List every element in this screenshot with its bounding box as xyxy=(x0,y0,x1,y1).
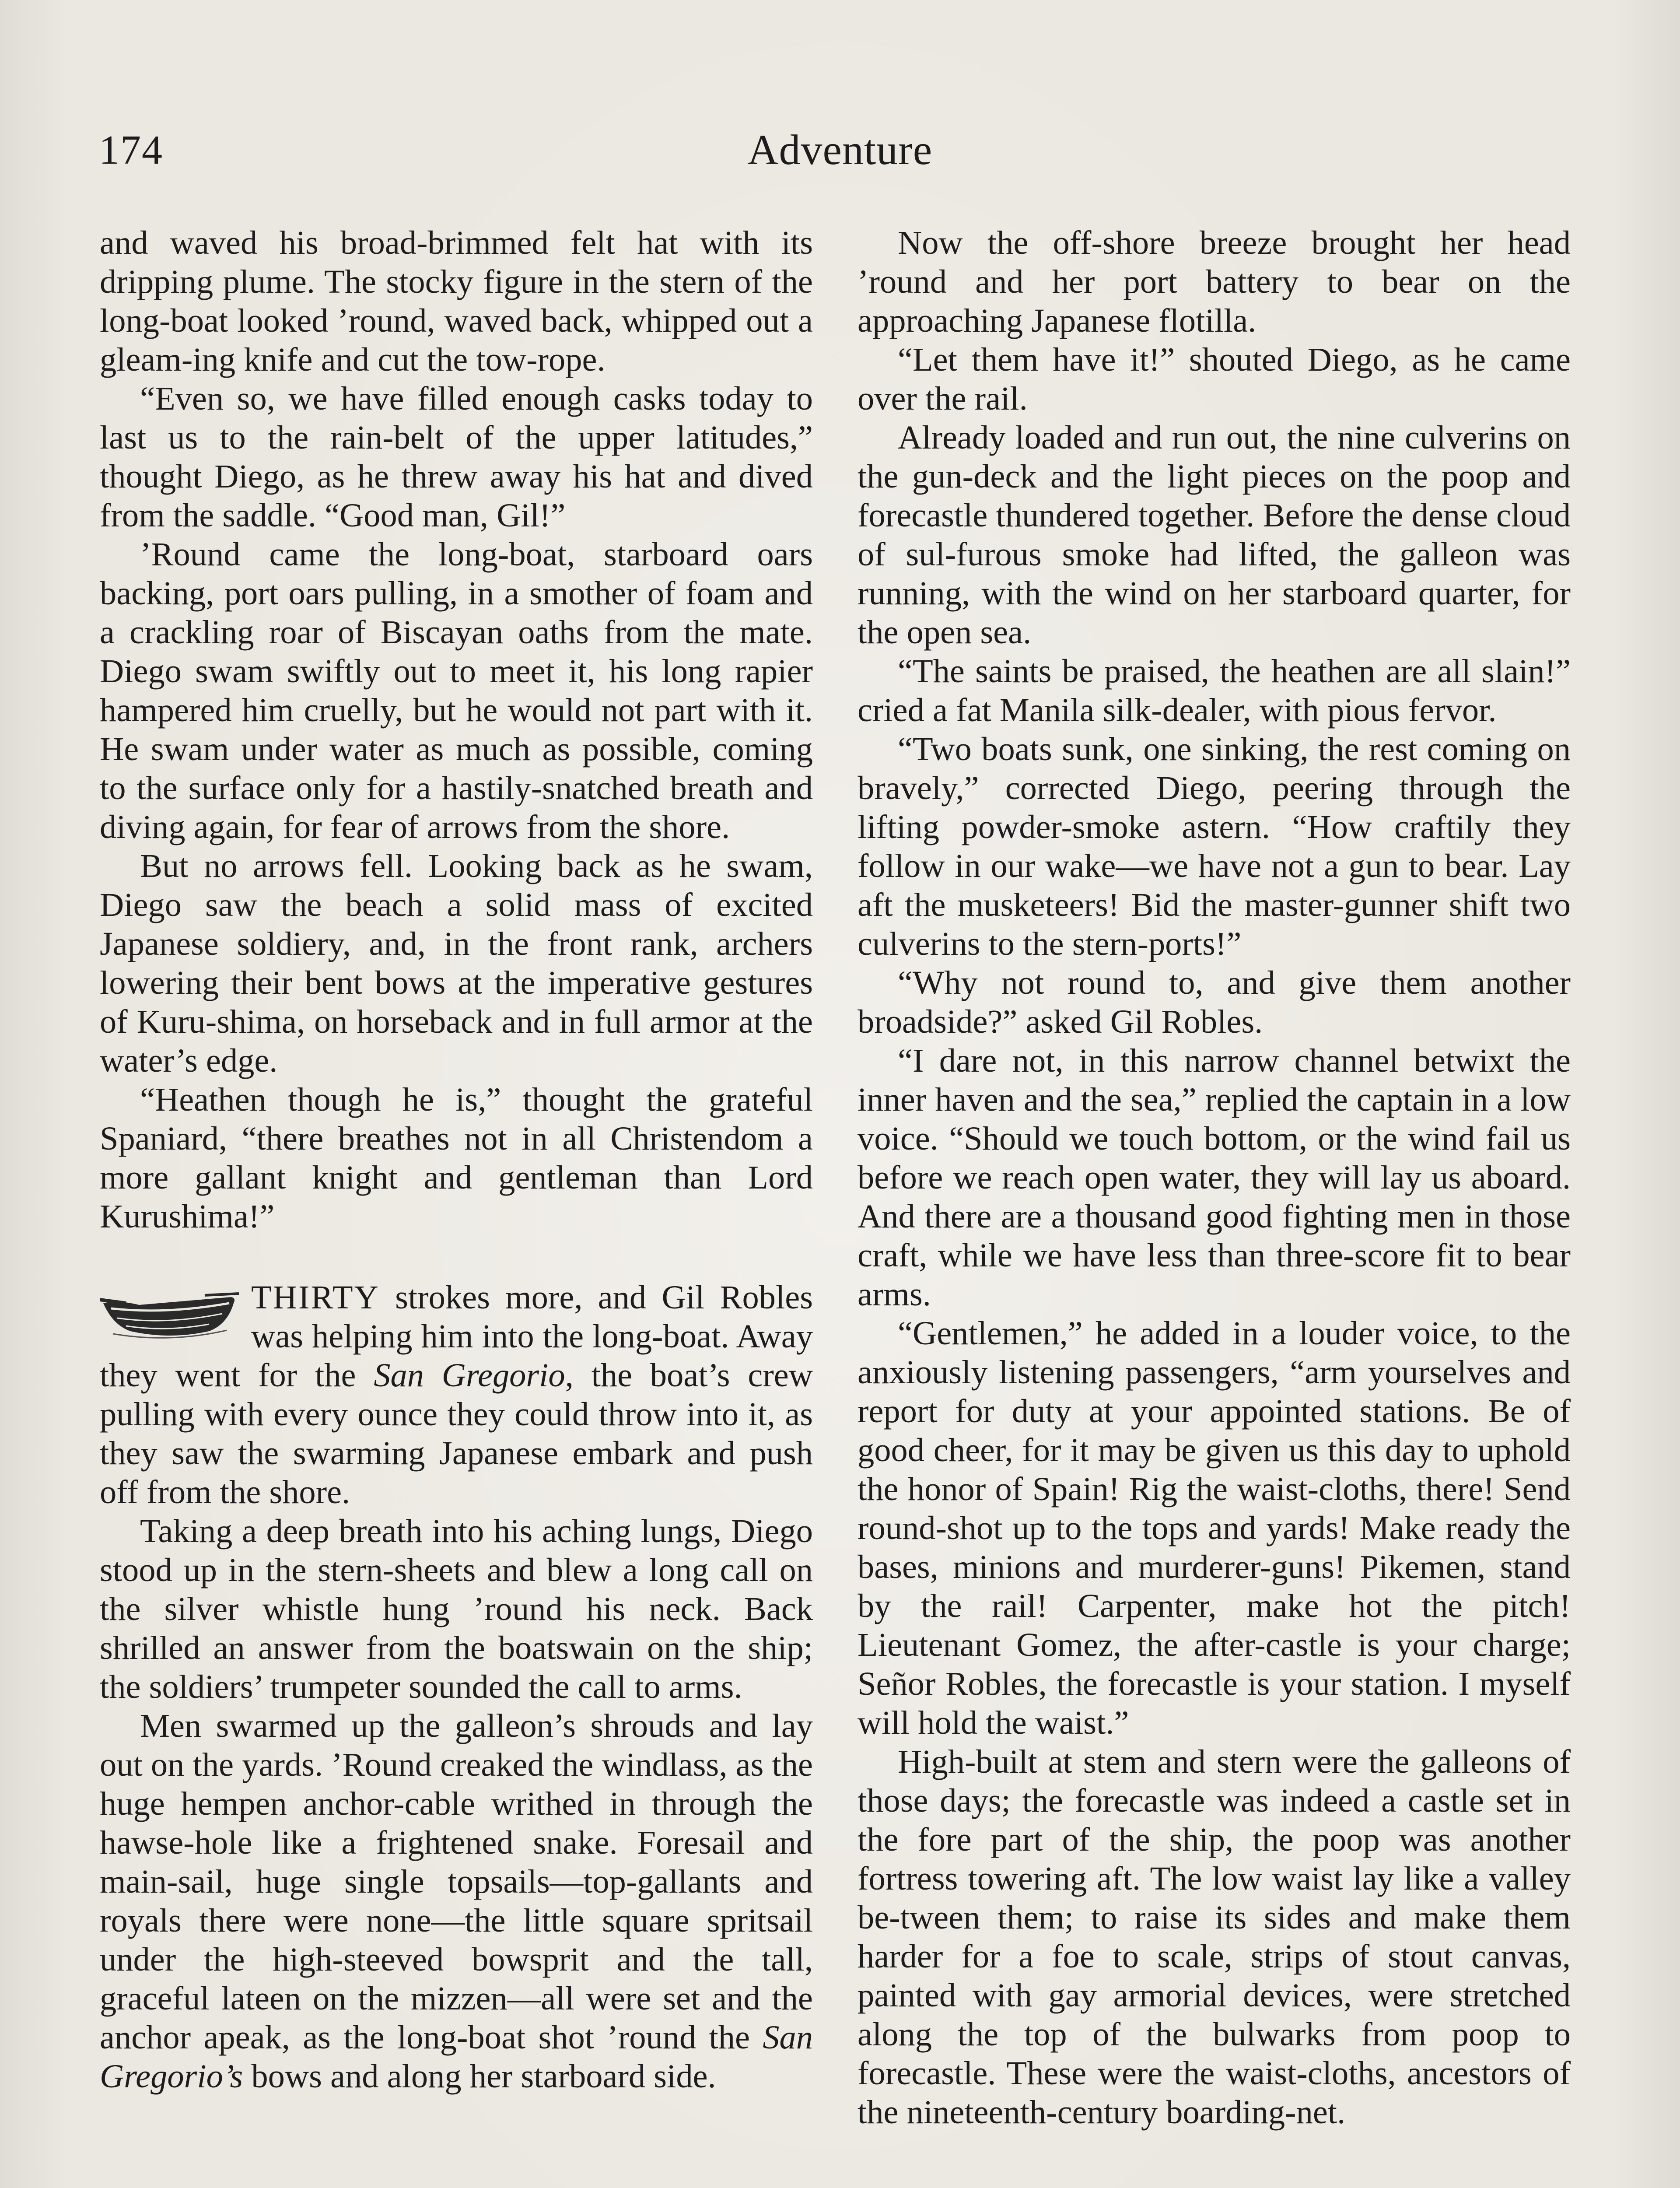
paragraph-text: Men swarmed up the galleon’s shrouds and lay out on the yards. ’Round creaked the windlass, as the huge hempen anchor-cable writhed in through the hawse-hole like a frightened snake. Foresail and main-sail, huge single topsails—top-gallants and royals there were none—the little square spritsail under the high-steeved bowsprit and the tall, graceful lateen on the mizzen—all were set and the anchor apeak, as the long-boat shot ’round the xyxy=(100,1707,813,2056)
paragraph: Taking a deep breath into his aching lungs, Diego stood up in the stern-sheets and blew a long call on the silver whistle hung ’round his neck. Back shrilled an answer from the boatswain on the ship; the soldiers’ trumpeter sounded the call to arms. xyxy=(100,1512,813,1705)
paragraph: High-built at stem and stern were the galleons of those days; the forecastle was indeed a castle set in the fore part of the ship, the poop was another fortress towering aft. The low waist lay like a valley be-tween them; to raise its sides and make them harder for a foe to scale, strips of stout canvas, painted with gay armorial devices, were stretched along the top of the bulwarks from poop to forecastle. These were the waist-cloths, ancestors of the nineteenth-century boarding-net. xyxy=(858,1743,1571,2131)
paragraph: But no arrows fell. Looking back as he swam, Diego saw the beach a solid mass of excited Japanese soldiery, and, in the front rank, archers lowering their bent bows at the imperative gestures of Kuru-shima, on horseback and in full armor at the water’s edge. xyxy=(100,847,813,1079)
section-lead-word: THIRTY xyxy=(251,1279,380,1316)
right-column xyxy=(858,223,1571,2132)
paragraph: and waved his broad-brimmed felt hat with its dripping plume. The stocky figure in the stern of the long-boat looked ’round, waved back, whipped out a gleam-ing knife and cut the tow-rope. xyxy=(100,224,813,378)
ship-name: San Gregorio xyxy=(374,1357,565,1394)
paragraph-text: , the boat’s crew pulling with every ounce they could throw into it, as they saw the swarming Japanese embark and push off from the shore. xyxy=(100,1357,813,1511)
paragraph: ’Round came the long-boat, starboard oars backing, port oars pulling, in a smother of foam and a crackling roar of Biscayan oaths from the mate. Diego swam swiftly out to meet it, his long rapier hampered him cruelly, but he would not part with it. He swam under water as much as possible, coming to the surface only for a hastily-snatched breath and diving again, for fear of arrows from the shore. xyxy=(100,536,813,845)
paragraph: “I dare not, in this narrow channel betwixt the inner haven and the sea,” replied the captain in a low voice. “Should we touch bottom, or the wind fail us before we reach open water, they will lay us aboard. And there are a thousand good fighting men in those craft, while we have less than three-score fit to bear arms. xyxy=(858,1042,1571,1313)
ship-name: San Gregorio’s xyxy=(100,2019,813,2095)
page-header xyxy=(99,117,1581,183)
paragraph: “Heathen though he is,” thought the grateful Spaniard, “there breathes not in all Christendom a more gallant knight and gentleman than Lord Kurushima!” xyxy=(100,1081,813,1235)
paragraph xyxy=(100,1706,813,2096)
left-column xyxy=(100,223,813,2096)
paragraph: “Two boats sunk, one sinking, the rest coming on bravely,” corrected Diego, peering through the lifting powder-smoke astern. “How craftily they follow in our wake—we have not a gun to bear. Lay aft the musketeers! Bid the master-gunner shift two culverins to the stern-ports!” xyxy=(858,730,1571,962)
section-opening-paragraph xyxy=(100,1278,813,1511)
paragraph: “Even so, we have filled enough casks today to last us to the rain-belt of the upper latitudes,” thought Diego, as he threw away his hat and dived from the saddle. “Good man, Gil!” xyxy=(100,380,813,534)
paragraph: “Gentlemen,” he added in a louder voice, to the anxiously listening passengers, “arm yourselves and report for duty at your appointed stations. Be of good cheer, for it may be given us this day to uphold the honor of Spain! Rig the waist-cloths, there! Send round-shot up to the tops and yards! Make ready the bases, minions and murderer-guns! Pikemen, stand by the rail! Carpenter, make hot the pitch! Lieutenant Gomez, the after-castle is your charge; Señor Robles, the forecastle is your station. I myself will hold the waist.” xyxy=(858,1315,1571,1741)
paragraph: “Why not round to, and give them another broadside?” asked Gil Robles. xyxy=(858,964,1571,1040)
paragraph: “Let them have it!” shouted Diego, as he came over the rail. xyxy=(858,341,1571,417)
paragraph: “The saints be praised, the heathen are all slain!” cried a fat Manila silk-dealer, with pious fervor. xyxy=(858,652,1571,729)
paragraph: Already loaded and run out, the nine culverins on the gun-deck and the light pieces on the poop and forecastle thundered together. Before the dense cloud of sul-furous smoke had lifted, the galleon was running, with the wind on her starboard quarter, for the open sea. xyxy=(858,419,1571,651)
paragraph-text: bows and along her starboard side. xyxy=(243,2058,716,2095)
page-number: 174 xyxy=(99,127,163,173)
paragraph-text: strokes more, and Gil Robles was helping him into the long-boat. Away they went for the xyxy=(100,1279,813,1394)
running-title: Adventure xyxy=(747,126,933,174)
rowboat-icon xyxy=(100,1282,240,1343)
paragraph: Now the off-shore breeze brought her head ’round and her port battery to bear on the approaching Japanese flotilla. xyxy=(858,224,1571,339)
